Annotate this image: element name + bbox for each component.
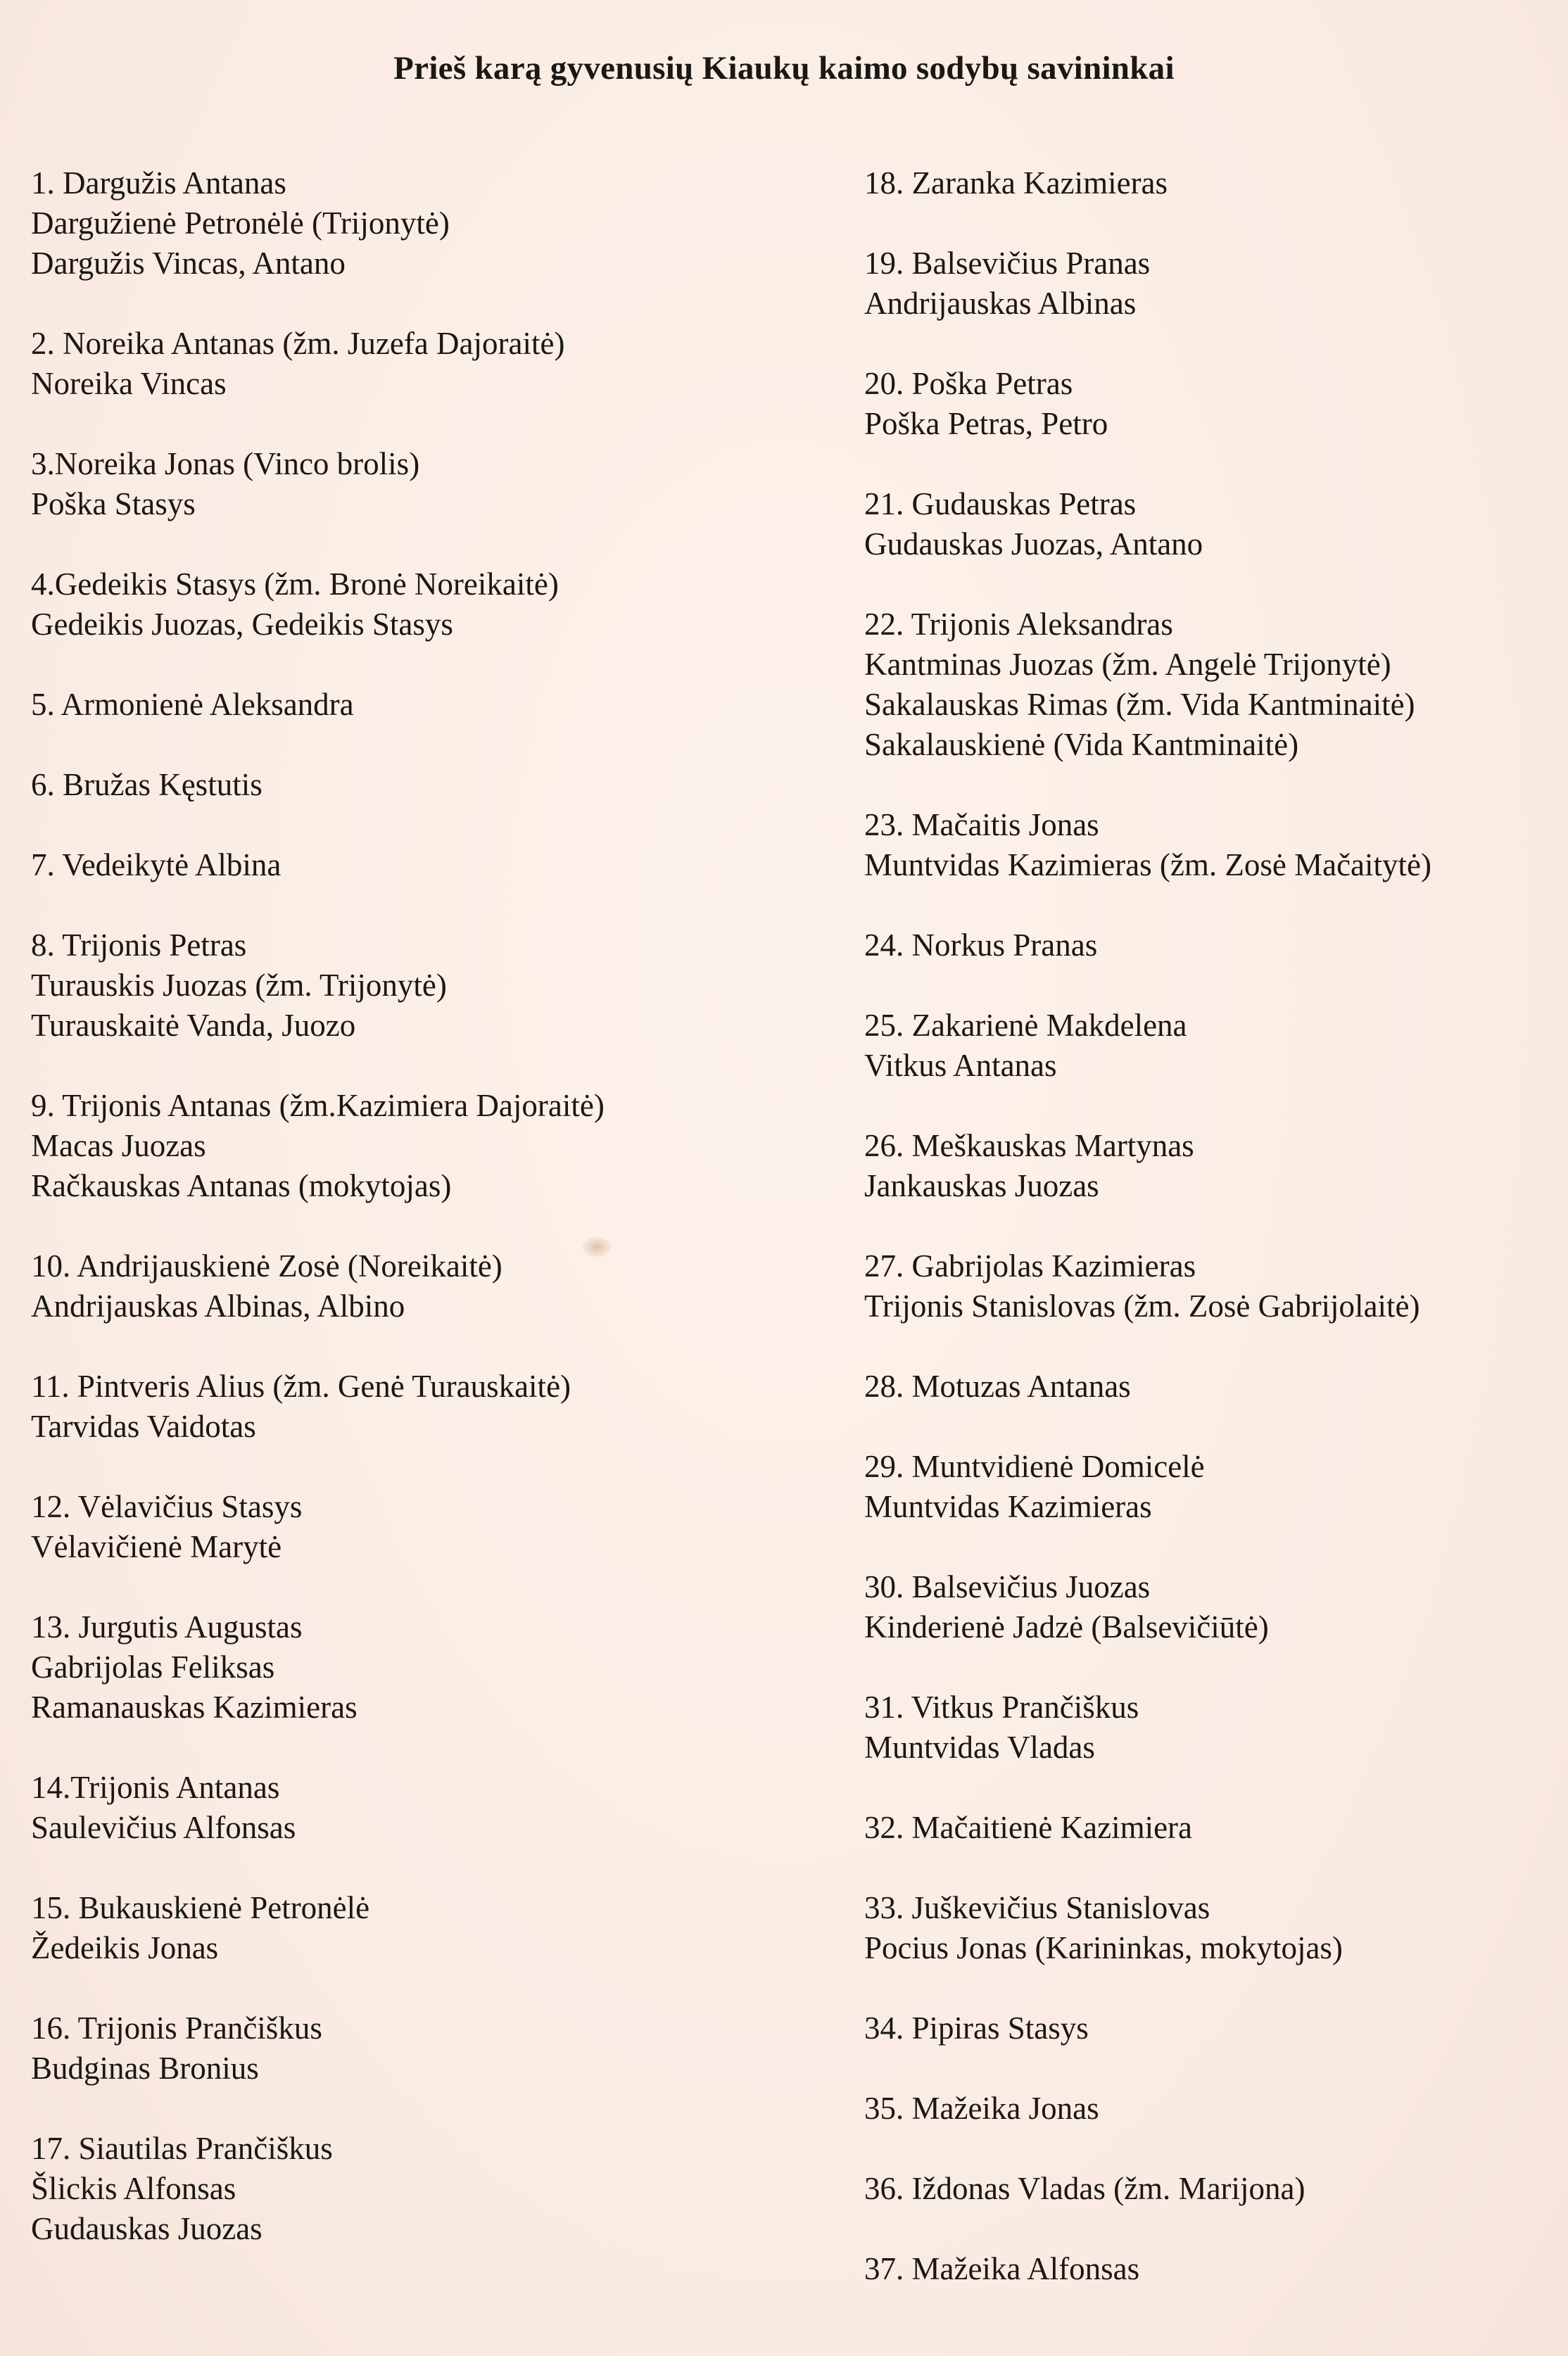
homestead-entry bbox=[31, 925, 605, 1046]
homestead-entry bbox=[31, 2008, 605, 2089]
homestead-owner-line: Račkauskas Antanas (mokytojas) bbox=[31, 1168, 452, 1203]
homestead-owner-line: Gabrijolas Feliksas bbox=[31, 1649, 275, 1685]
homestead-entry bbox=[864, 163, 1431, 203]
homestead-owner-line: Vėlavičienė Marytė bbox=[31, 1529, 282, 1564]
homestead-owner-primary: 12. Vėlavičius Stasys bbox=[31, 1489, 303, 1524]
homestead-owner-line: Turauskis Juozas (žm. Trijonytė) bbox=[31, 968, 447, 1003]
homestead-owner-line: Kantminas Juozas (žm. Angelė Trijonytė) bbox=[864, 647, 1391, 682]
homestead-entry bbox=[31, 1246, 605, 1326]
homestead-owner-primary: 7. Vedeikytė Albina bbox=[31, 847, 282, 882]
homestead-owner-primary: 28. Motuzas Antanas bbox=[864, 1369, 1131, 1404]
homestead-entry bbox=[864, 1126, 1431, 1206]
homestead-owner-primary: 18. Zaranka Kazimieras bbox=[864, 165, 1168, 201]
homestead-entry bbox=[864, 484, 1431, 564]
homestead-owner-primary: 4.Gedeikis Stasys (žm. Bronė Noreikaitė) bbox=[31, 566, 559, 602]
owners-list-left-column bbox=[31, 163, 605, 2289]
homestead-entry bbox=[864, 1808, 1431, 1848]
homestead-owner-line: Poška Stasys bbox=[31, 486, 196, 521]
homestead-owner-line: Andrijauskas Albinas, Albino bbox=[31, 1288, 405, 1324]
homestead-entry bbox=[31, 564, 605, 645]
homestead-owner-primary: 25. Zakarienė Makdelena bbox=[864, 1008, 1187, 1043]
homestead-owner-line: Jankauskas Juozas bbox=[864, 1168, 1099, 1203]
homestead-owner-line: Dargužienė Petronėlė (Trijonytė) bbox=[31, 205, 450, 241]
homestead-entry bbox=[864, 2089, 1431, 2129]
homestead-owner-line: Noreika Vincas bbox=[31, 366, 227, 401]
homestead-owner-primary: 27. Gabrijolas Kazimieras bbox=[864, 1248, 1196, 1284]
homestead-entry bbox=[864, 1367, 1431, 1407]
homestead-owner-primary: 35. Mažeika Jonas bbox=[864, 2091, 1099, 2126]
homestead-entry bbox=[864, 2008, 1431, 2048]
homestead-owner-line: Tarvidas Vaidotas bbox=[31, 1409, 256, 1444]
homestead-owner-line: Dargužis Vincas, Antano bbox=[31, 246, 346, 281]
homestead-owner-primary: 29. Muntvidienė Domicelė bbox=[864, 1449, 1205, 1484]
homestead-owner-primary: 37. Mažeika Alfonsas bbox=[864, 2251, 1140, 2286]
homestead-owner-line: Žedeikis Jonas bbox=[31, 1930, 219, 1965]
homestead-entry bbox=[864, 1687, 1431, 1768]
homestead-owner-line: Saulevičius Alfonsas bbox=[31, 1810, 296, 1845]
homestead-entry bbox=[864, 2169, 1431, 2209]
document-title: Prieš karą gyvenusių Kiaukų kaimo sodybų savininkai bbox=[393, 50, 1175, 87]
homestead-entry bbox=[31, 324, 605, 404]
homestead-owner-line: Kinderienė Jadzė (Balsevičiūtė) bbox=[864, 1609, 1269, 1645]
homestead-entry bbox=[31, 685, 605, 725]
homestead-owner-primary: 14.Trijonis Antanas bbox=[31, 1770, 280, 1805]
homestead-owner-primary: 23. Mačaitis Jonas bbox=[864, 807, 1099, 842]
homestead-owner-primary: 2. Noreika Antanas (žm. Juzefa Dajoraitė) bbox=[31, 326, 565, 361]
homestead-entry bbox=[864, 1006, 1431, 1086]
homestead-entry bbox=[31, 163, 605, 284]
homestead-entry bbox=[31, 1367, 605, 1447]
homestead-owner-line: Poška Petras, Petro bbox=[864, 406, 1108, 441]
homestead-entry bbox=[31, 1888, 605, 1968]
homestead-owner-primary: 13. Jurgutis Augustas bbox=[31, 1609, 303, 1645]
homestead-owner-primary: 16. Trijonis Prančiškus bbox=[31, 2010, 322, 2046]
homestead-owner-line: Šlickis Alfonsas bbox=[31, 2171, 236, 2206]
homestead-owner-primary: 22. Trijonis Aleksandras bbox=[864, 607, 1173, 642]
homestead-owner-line: Sakalauskas Rimas (žm. Vida Kantminaitė) bbox=[864, 687, 1415, 722]
homestead-owner-line: Sakalauskienė (Vida Kantminaitė) bbox=[864, 727, 1299, 762]
homestead-entry bbox=[864, 364, 1431, 444]
homestead-owner-primary: 24. Norkus Pranas bbox=[864, 927, 1098, 963]
homestead-owner-primary: 1. Dargužis Antanas bbox=[31, 165, 286, 201]
homestead-owner-line: Turauskaitė Vanda, Juozo bbox=[31, 1008, 356, 1043]
homestead-owner-line: Gudauskas Juozas bbox=[31, 2211, 263, 2246]
homestead-owner-line: Vitkus Antanas bbox=[864, 1048, 1057, 1083]
homestead-entry bbox=[31, 845, 605, 885]
homestead-owner-primary: 5. Armonienė Aleksandra bbox=[31, 687, 354, 722]
owners-list-right-column bbox=[864, 163, 1431, 2329]
homestead-owner-line: Muntvidas Kazimieras bbox=[864, 1489, 1152, 1524]
homestead-owner-primary: 11. Pintveris Alius (žm. Genė Turauskaitė) bbox=[31, 1369, 571, 1404]
homestead-entry bbox=[864, 243, 1431, 324]
homestead-owner-primary: 10. Andrijauskienė Zosė (Noreikaitė) bbox=[31, 1248, 502, 1284]
homestead-owner-primary: 36. Iždonas Vladas (žm. Marijona) bbox=[864, 2171, 1305, 2206]
homestead-entry bbox=[864, 1567, 1431, 1647]
homestead-owner-line: Ramanauskas Kazimieras bbox=[31, 1690, 358, 1725]
homestead-owner-primary: 34. Pipiras Stasys bbox=[864, 2010, 1089, 2046]
homestead-owner-primary: 26. Meškauskas Martynas bbox=[864, 1128, 1194, 1163]
homestead-owner-primary: 8. Trijonis Petras bbox=[31, 927, 247, 963]
homestead-owner-primary: 9. Trijonis Antanas (žm.Kazimiera Dajoraitė) bbox=[31, 1088, 605, 1123]
homestead-entry bbox=[31, 1086, 605, 1206]
homestead-owner-primary: 21. Gudauskas Petras bbox=[864, 486, 1137, 521]
homestead-owner-line: Trijonis Stanislovas (žm. Zosė Gabrijolaitė) bbox=[864, 1288, 1420, 1324]
homestead-owner-line: Muntvidas Kazimieras (žm. Zosė Mačaitytė) bbox=[864, 847, 1431, 882]
homestead-entry bbox=[864, 925, 1431, 965]
homestead-owner-line: Gedeikis Juozas, Gedeikis Stasys bbox=[31, 607, 453, 642]
homestead-entry bbox=[864, 805, 1431, 885]
homestead-entry bbox=[31, 444, 605, 524]
paper-stain bbox=[583, 1237, 611, 1257]
homestead-owner-primary: 30. Balsevičius Juozas bbox=[864, 1569, 1151, 1604]
homestead-entry bbox=[864, 2249, 1431, 2289]
homestead-owner-primary: 33. Juškevičius Stanislovas bbox=[864, 1890, 1210, 1925]
homestead-entry bbox=[31, 765, 605, 805]
homestead-owner-primary: 3.Noreika Jonas (Vinco brolis) bbox=[31, 446, 420, 481]
homestead-owner-primary: 15. Bukauskienė Petronėlė bbox=[31, 1890, 370, 1925]
homestead-owner-primary: 32. Mačaitienė Kazimiera bbox=[864, 1810, 1193, 1845]
homestead-owner-primary: 19. Balsevičius Pranas bbox=[864, 246, 1151, 281]
homestead-entry bbox=[31, 1487, 605, 1567]
homestead-owner-primary: 31. Vitkus Prančiškus bbox=[864, 1690, 1139, 1725]
homestead-owner-line: Gudauskas Juozas, Antano bbox=[864, 526, 1203, 562]
homestead-entry bbox=[31, 1768, 605, 1848]
homestead-owner-line: Budginas Bronius bbox=[31, 2051, 259, 2086]
homestead-entry bbox=[864, 1888, 1431, 1968]
homestead-entry bbox=[864, 1447, 1431, 1527]
homestead-owner-line: Macas Juozas bbox=[31, 1128, 206, 1163]
homestead-entry bbox=[864, 604, 1431, 765]
homestead-owner-primary: 20. Poška Petras bbox=[864, 366, 1073, 401]
homestead-owner-line: Muntvidas Vladas bbox=[864, 1730, 1095, 1765]
homestead-owner-primary: 6. Bružas Kęstutis bbox=[31, 767, 263, 802]
homestead-owner-line: Andrijauskas Albinas bbox=[864, 286, 1137, 321]
homestead-owner-primary: 17. Siautilas Prančiškus bbox=[31, 2131, 333, 2166]
homestead-entry bbox=[31, 2129, 605, 2249]
homestead-entry bbox=[31, 1607, 605, 1728]
homestead-entry bbox=[864, 1246, 1431, 1326]
homestead-owner-line: Pocius Jonas (Karininkas, mokytojas) bbox=[864, 1930, 1343, 1965]
